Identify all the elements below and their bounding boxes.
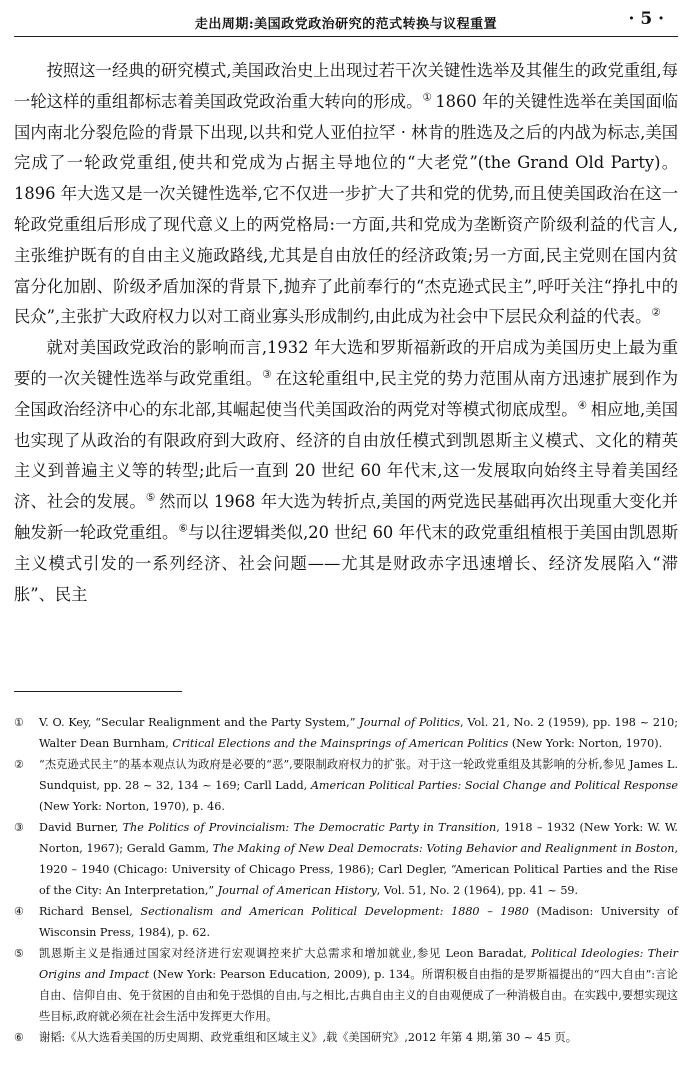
footnote-segment: , Vol. 21, No. 2 (1959), pp. 198 ~ 210; Walter Dean Burnham, — [39, 716, 678, 750]
footnote-ref-2[interactable]: ② — [651, 306, 661, 319]
footnote-italic-title: The Politics of Provincialism: The Democratic Party in Transition — [122, 821, 497, 834]
footnote-4 — [14, 901, 678, 943]
footnote-2 — [14, 754, 678, 817]
footnote-mark: ⑥ — [14, 1031, 25, 1044]
footnotes — [14, 712, 678, 1048]
footnote-italic-title: Political Ideologies: Their Origins and Impact — [39, 947, 678, 981]
footnote-text — [39, 817, 678, 901]
footnote-text — [39, 1027, 678, 1048]
footnote-segment: (Madison: University of Wisconsin Press, 1984), p. 62. — [39, 905, 678, 939]
running-title: 走出周期:美国政党政治研究的范式转换与议程重置 — [194, 17, 498, 32]
footnote-italic-title: Journal of American History — [217, 884, 377, 897]
footnote-mark: ⑤ — [14, 947, 25, 960]
footnote-text — [39, 943, 678, 1027]
paragraph-text: 相应地,美国也实现了从政治的有限政府到大政府、经济的自由放任模式到凯恩斯主义模式、文化的精英主义到普遍主义等的转型;此后一直到 20 世纪 60 年代末,这一发展取向始终主导着美国经济、社会的发展。 — [14, 399, 678, 512]
footnote-ref-4[interactable]: ④ — [577, 399, 591, 412]
footnote-italic-title: American Political Parties: Social Change and Political Response — [310, 779, 678, 792]
footnote-divider — [14, 691, 182, 692]
paragraph-text: 在这轮重组中,民主党的势力范围从南方迅速扩展到作为全国政治经济中心的东北部,其崛起使当代美国政治的两党对等模式彻底成型。 — [14, 368, 678, 419]
footnote-text — [39, 754, 678, 817]
footnote-segment: 谢韬:《从大选看美国的历史周期、政党重组和区域主义》,载《美国研究》,2012 年第 4 期,第 30 ~ 45 页。 — [39, 1031, 577, 1044]
footnote-italic-title: Sectionalism and American Political Development: 1880 – 1980 — [140, 905, 529, 918]
paragraph-text: 就对美国政党政治的影响而言,1932 年大选和罗斯福新政的开启成为美国历史上最为重要的一次关键性选举与政党重组。 — [14, 338, 678, 388]
paragraph-text: 1860 年的关键性选举在美国面临国内南北分裂危险的背景下出现,以共和党人亚伯拉罕 · 林肯的胜选及之后的内战为标志,美国完成了一轮政党重组,使共和党成为占据主导地位的“大老党”(the Grand Old Party)。1896 年大选又是一次关键性选举,它不仅进一步扩大了共和党的优势,而且使美国政治在这一轮政党重组后形成了现代意义上的两党格局:一方面,共和党成为垄断资产阶级利益的代言人,主张维护既有的自由主义施政路线,尤其是自由放任的经济政策;另一方面,民主党则在国内贫富分化加剧、阶级矛盾加深的背景下,抛弃了此前奉行的“杰克逊式民主”,呼吁关注“挣扎中的民众”,主张扩大政府权力以对工商业寡头形成制约,由此成为社会中下层民众利益的代表。 — [14, 91, 678, 327]
footnote-text — [39, 712, 678, 754]
footnote-segment: Richard Bensel, — [39, 905, 141, 918]
footnote-italic-title: Journal of Politics — [359, 716, 460, 729]
footnote-5 — [14, 943, 678, 1027]
footnote-segment: , Vol. 51, No. 2 (1964), pp. 41 ~ 59. — [376, 884, 579, 897]
footnote-ref-5[interactable]: ⑤ — [145, 491, 160, 504]
footnote-text — [39, 901, 678, 943]
footnote-segment: (New York: Norton, 1970), p. 46. — [39, 800, 225, 813]
paragraph-text: 然而以 1968 年大选为转折点,美国的两党选民基础再次出现重大变化并触发新一轮政党重组。 — [14, 492, 678, 542]
footnote-3 — [14, 817, 678, 901]
footnote-mark: ① — [14, 716, 25, 729]
paragraph-text: 按照这一经典的研究模式,美国政治史上出现过若干次关键性选举及其催生的政党重组,每一轮这样的重组都标志着美国政党政治重大转向的形成。 — [14, 61, 678, 111]
footnote-mark: ③ — [14, 821, 25, 834]
page-number: · 5 · — [628, 9, 664, 29]
footnote-segment: , 1920 – 1940 (Chicago: University of Chicago Press, 1986); Carl Degler, “American Political Parties and the Rise of the City: An Interpretation,” — [39, 842, 678, 897]
footnote-segment: David Burner, — [39, 821, 123, 834]
paragraph-text: 与以往逻辑类似,20 世纪 60 年代末的政党重组植根于美国由凯恩斯主义模式引发的一系列经济、社会问题——尤其是财政赤字迅速增长、经济发展陷入“滞胀”、民主 — [14, 522, 678, 604]
paragraph-1 — [14, 56, 678, 333]
footnote-mark: ② — [14, 758, 25, 771]
footnote-segment: V. O. Key, “Secular Realignment and the Party System,” — [39, 716, 360, 729]
footnote-ref-3[interactable]: ③ — [262, 368, 276, 381]
footnote-ref-1[interactable]: ① — [422, 91, 436, 104]
footnote-italic-title: Critical Elections and the Mainsprings of American Politics — [172, 737, 509, 750]
footnote-segment: 凯恩斯主义是指通过国家对经济进行宏观调控来扩大总需求和增加就业,参见 Leon Baradat, — [39, 947, 532, 960]
footnote-1 — [14, 712, 678, 754]
footnote-mark: ④ — [14, 905, 25, 918]
paragraph-2 — [14, 333, 678, 610]
main-text — [14, 56, 678, 610]
running-header — [14, 6, 678, 37]
footnote-segment: (New York: Pearson Education, 2009), p. 134。所谓积极自由指的是罗斯福提出的“四大自由”:言论自由、信仰自由、免于贫困的自由和免于恐惧的自由,与之相比,古典自由主义的自由观便成了一种消极自由。在实践中,要想实现这些目标,政府就必须在社会生活中发挥更大作用。 — [39, 968, 678, 1023]
footnote-segment: (New York: Norton, 1970). — [508, 737, 663, 750]
footnote-ref-6[interactable]: ⑥ — [178, 522, 189, 535]
footnote-segment: “杰克逊式民主”的基本观点认为政府是必要的“恶”,要限制政府权力的扩张。对于这一轮政党重组及其影响的分析,参见 James L. Sundquist, pp. 28 ~ 32, 134 ~ 169; Carll Ladd, — [39, 758, 678, 792]
footnote-segment: , 1918 – 1932 (New York: W. W. Norton, 1967); Gerald Gamm, — [39, 821, 678, 855]
footnote-6 — [14, 1027, 678, 1048]
footnote-italic-title: The Making of New Deal Democrats: Voting Behavior and Realignment in Boston — [212, 842, 675, 855]
